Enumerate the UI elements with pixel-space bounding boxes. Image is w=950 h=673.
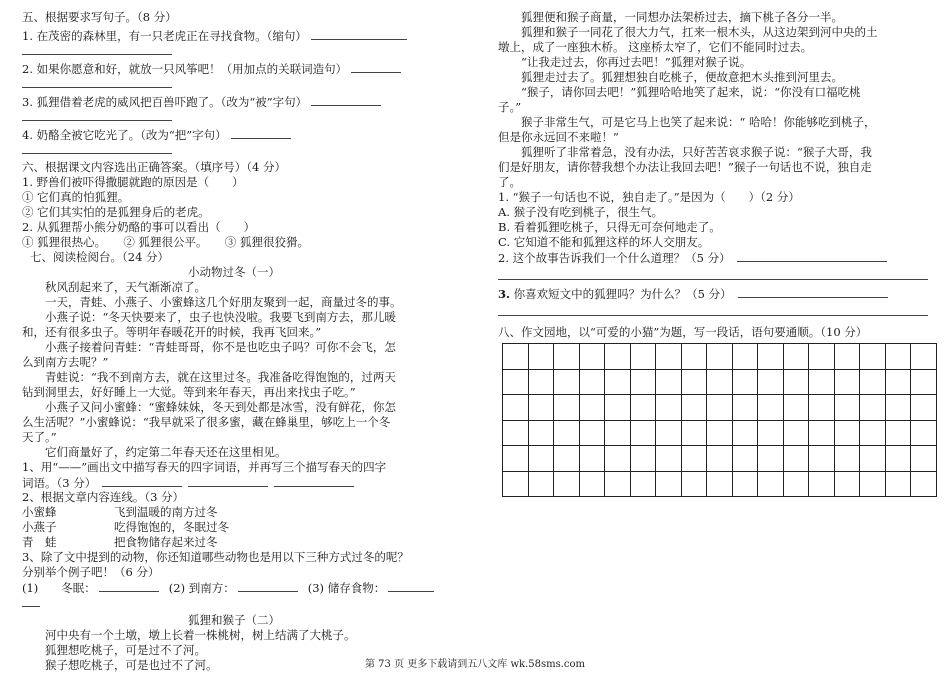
grid-cell[interactable] [783,369,809,395]
match-left[interactable]: 青 蛙 [22,535,57,549]
r-q1-option-a: A. 猴子没有吃到桃子，很生气。 [498,205,664,219]
grid-cell[interactable] [860,395,886,421]
r-q3-number: 3. [498,287,511,301]
grid-cell[interactable] [809,369,835,395]
grid-cell[interactable] [758,420,784,446]
grid-cell[interactable] [528,446,554,472]
grid-cell[interactable] [630,471,656,497]
grid-cell[interactable] [911,344,937,370]
story-2-para: 猴子非常生气，可是它马上也笑了起来说：“ 哈哈！你能够吃到桃子， [521,115,876,129]
composition-grid[interactable] [502,343,937,497]
grid-cell[interactable] [732,344,758,370]
story-2-para: 们是好朋友，请你替我想个办法让我回去吧！”猴子一句话也不说，独自走 [498,160,872,174]
grid-cell[interactable] [605,395,631,421]
s6-q1-option-1: ① 它们真的怕狐狸。 [22,190,130,204]
grid-cell[interactable] [605,471,631,497]
grid-cell[interactable] [579,446,605,472]
grid-cell[interactable] [656,471,682,497]
answer-line-row [22,109,446,124]
grid-cell[interactable] [758,471,784,497]
grid-cell[interactable] [528,395,554,421]
s7-question-3-cont: 分别举个例子吧！（6 分） [22,565,160,579]
s7-question-1: 1、用“——”画出文中描写春天的四字词语，并再写三个描写春天的四字 [22,460,387,474]
grid-cell[interactable] [911,471,937,497]
grid-cell[interactable] [834,471,860,497]
grid-cell[interactable] [911,446,937,472]
grid-cell[interactable] [783,344,809,370]
story-2-para: 猴子想吃桃子，可是也过不了河。 [45,658,218,672]
grid-cell[interactable] [809,420,835,446]
grid-cell[interactable] [885,344,911,370]
grid-cell[interactable] [783,446,809,472]
story-1-para: 天了。” [22,430,57,444]
grid-cell[interactable] [783,471,809,497]
answer-line[interactable] [311,28,407,40]
grid-cell[interactable] [554,446,580,472]
story-2-para: 但是你永远回不来啦！” [498,130,619,144]
grid-cell[interactable] [885,395,911,421]
grid-cell[interactable] [860,369,886,395]
r-q3-text: 你喜欢短文中的狐狸吗？为什么？（5 分） [510,287,732,301]
grid-cell[interactable] [681,446,707,472]
match-right[interactable]: 吃得饱饱的，冬眠过冬 [114,520,229,534]
grid-cell[interactable] [681,344,707,370]
grid-cell[interactable] [758,369,784,395]
page-footer: 第 73 页 更多下载请到五八文库 wk.58sms.com [365,659,585,670]
grid-cell[interactable] [630,395,656,421]
answer-line-row [22,76,446,91]
s7-question-1-cont [22,475,446,490]
grid-cell[interactable] [707,369,733,395]
story-1-title: 小动物过冬（一） [188,265,280,279]
grid-cell[interactable] [758,395,784,421]
story-2-para: “猴子，请你回去吧！”狐狸哈哈地笑了起来，说：“你没有口福吃桃 [521,85,861,99]
s6-q1-option-2: ② 它们其实怕的是狐狸身后的老虎。 [22,205,210,219]
story-1-para: 小燕子说：“冬天快要来了，虫子也快没啦。我要飞到南方去，那儿暖 [45,310,396,324]
grid-cell[interactable] [783,420,809,446]
match-right[interactable]: 飞到温暖的南方过冬 [114,505,218,519]
grid-row [503,446,937,472]
r-q1-option-c: C. 它知道不能和狐狸这样的坏人交朋友。 [498,235,710,249]
grid-cell[interactable] [579,420,605,446]
grid-cell[interactable] [605,369,631,395]
right-column [498,10,930,340]
grid-cell[interactable] [732,420,758,446]
answer-line[interactable] [737,250,887,262]
section-6-title: 六、根据课文内容选出正确答案。（填序号）（4 分） [22,160,286,174]
answer-line[interactable] [188,475,268,487]
s7-q1-text: 词语。（3 分） [22,476,97,490]
s7-q3-answers [22,580,446,595]
story-1-para: 它们商量好了，约定第二年春天还在这里相见。 [45,445,287,459]
match-left[interactable]: 小蜜蜂 [22,505,57,519]
grid-cell[interactable] [503,369,529,395]
answer-line-row [498,268,930,283]
story-2-para: 狐狸和猴子一同花了很大力气，扛来一根木头，从这边架到河中央的土 [521,25,878,39]
grid-cell[interactable] [554,420,580,446]
grid-cell[interactable] [528,420,554,446]
s6-question-2: 2. 从狐狸帮小熊分奶酪的事可以看出（ ） [22,220,256,234]
s7-question-2: 2、根据文章内容连线。（3 分） [22,490,185,504]
grid-cell[interactable] [732,369,758,395]
grid-cell[interactable] [630,446,656,472]
answer-line[interactable] [388,580,434,592]
grid-row [503,395,937,421]
answer-line[interactable] [498,268,928,280]
s5-question-2 [22,61,446,76]
r-question-1: 1. “猴子一句话也不说，独自走了。”是因为（ ）（2 分） [498,190,800,204]
grid-cell[interactable] [911,395,937,421]
grid-cell[interactable] [528,344,554,370]
answer-line[interactable] [102,475,182,487]
grid-cell[interactable] [885,446,911,472]
story-1-para: 和，还有很多虫子。等明年春暖花开的时候，我再飞回来。” [22,325,322,339]
match-row [22,520,446,535]
grid-cell[interactable] [528,471,554,497]
answer-line-row [22,142,446,157]
grid-cell[interactable] [809,446,835,472]
match-row [22,535,446,550]
r-q2-text: 2. 这个故事告诉我们一个什么道理？（5 分） [498,251,731,265]
grid-cell[interactable] [885,471,911,497]
grid-cell[interactable] [503,395,529,421]
grid-cell[interactable] [707,420,733,446]
answer-line-row [498,304,930,319]
grid-cell[interactable] [579,395,605,421]
grid-cell[interactable] [834,344,860,370]
grid-cell[interactable] [860,471,886,497]
grid-cell[interactable] [630,420,656,446]
answer-line[interactable] [231,127,291,139]
grid-cell[interactable] [630,369,656,395]
grid-cell[interactable] [681,369,707,395]
grid-cell[interactable] [834,369,860,395]
story-1-para: 小燕子又问小蜜蜂：“蜜蜂妹妹，冬天到处都是冰雪，没有鲜花，你怎 [45,400,396,414]
s5-q3-text: 3. 狐狸借着老虎的威风把百兽吓跑了。（改为“被”字句） [22,95,308,109]
grid-cell[interactable] [860,344,886,370]
answer-line[interactable] [22,43,172,55]
grid-cell[interactable] [681,420,707,446]
grid-cell[interactable] [503,420,529,446]
grid-cell[interactable] [885,420,911,446]
grid-cell[interactable] [503,344,529,370]
grid-cell[interactable] [707,344,733,370]
answer-line[interactable] [22,595,40,607]
answer-line[interactable] [738,286,888,298]
answer-line-row [22,595,446,610]
grid-cell[interactable] [681,471,707,497]
answer-line[interactable] [22,76,172,88]
grid-cell[interactable] [605,420,631,446]
grid-cell[interactable] [605,446,631,472]
story-2-para: “让我走过去，你再过去吧！”狐狸对猴子说。 [521,55,752,69]
answer-line-row [22,43,446,58]
grid-cell[interactable] [809,395,835,421]
answer-line[interactable] [238,580,298,592]
r-question-2 [498,250,930,265]
story-1-para: 小燕子接着问青蛙：“青蛙哥哥，你不是也吃虫子吗？可你不会飞，怎 [45,340,396,354]
story-1-para: 青蛙说：“我不到南方去，就在这里过冬。我准备吃得饱饱的，过两天 [45,370,396,384]
grid-cell[interactable] [503,471,529,497]
story-1-para: 秋风刮起来了，天气渐渐凉了。 [45,280,206,294]
grid-cell[interactable] [707,395,733,421]
story-1-para: 钻到洞里去，好好睡上一大觉。等到来年春天，再出来找虫子吃。” [22,385,356,399]
answer-line[interactable] [498,304,928,316]
grid-cell[interactable] [707,471,733,497]
s5-question-1 [22,28,446,43]
grid-cell[interactable] [656,369,682,395]
grid-cell[interactable] [732,446,758,472]
story-2-para: 狐狸便和猴子商量，一同想办法架桥过去，摘下桃子各分一半。 [521,10,843,24]
grid-row [503,471,937,497]
q3-hibernate-label: (1) 冬眠： [22,581,96,595]
grid-cell[interactable] [579,369,605,395]
grid-cell[interactable] [605,344,631,370]
s5-q4-text: 4. 奶酪全被它吃光了。（改为“把”字句） [22,128,227,142]
grid-cell[interactable] [579,471,605,497]
answer-line[interactable] [351,61,401,73]
grid-cell[interactable] [554,369,580,395]
s5-question-3 [22,94,446,109]
s6-question-1: 1. 野兽们被吓得撒腿就跑的原因是（ ） [22,175,244,189]
grid-cell[interactable] [707,446,733,472]
s5-q1-text: 1. 在茂密的森林里，有一只老虎正在寻找食物。（缩句） [22,29,307,43]
grid-cell[interactable] [732,395,758,421]
r-question-3 [498,286,930,301]
story-1-para: 么到南方去呢？” [22,355,109,369]
grid-cell[interactable] [554,395,580,421]
match-right[interactable]: 把食物储存起来过冬 [114,535,218,549]
grid-cell[interactable] [885,369,911,395]
grid-cell[interactable] [834,420,860,446]
grid-cell[interactable] [554,344,580,370]
grid-row [503,369,937,395]
story-2-para: 河中央有一个土墩，墩上长着一株桃树，树上结满了大桃子。 [45,628,356,642]
grid-cell[interactable] [809,344,835,370]
answer-line[interactable] [22,109,172,121]
grid-cell[interactable] [554,471,580,497]
story-2-title: 狐狸和猴子（二） [188,613,280,627]
grid-cell[interactable] [834,446,860,472]
grid-cell[interactable] [656,344,682,370]
grid-cell[interactable] [758,446,784,472]
grid-cell[interactable] [732,471,758,497]
grid-cell[interactable] [656,446,682,472]
grid-cell[interactable] [860,446,886,472]
grid-cell[interactable] [681,395,707,421]
story-1-para: 一天，青蛙、小燕子、小蜜蜂这几个好朋友聚到一起，商量过冬的事。 [45,295,402,309]
q3-store-label: (3) 储存食物： [307,581,386,595]
story-2-para: 子。” [498,100,522,114]
grid-row [503,420,937,446]
answer-line[interactable] [274,475,354,487]
grid-row [503,344,937,370]
q3-south-label: (2) 到南方： [168,581,235,595]
story-2-para: 狐狸想吃桃子，可是过不了河。 [45,643,206,657]
s5-question-4 [22,127,446,142]
grid-cell[interactable] [809,471,835,497]
left-column [22,10,446,673]
s6-q2-options: ① 狐狸很热心。 ② 狐狸很公平。 ③ 狐狸很狡猾。 [22,235,309,249]
story-1-para: 么生活呢？”小蜜蜂说：“我早就采了很多蜜，藏在蜂巢里，够吃上一个冬 [22,415,391,429]
s5-q2-text: 2. 如果你愿意和好，就放一只风筝吧！（用加点的关联词造句） [22,62,348,76]
story-2-para: 了。 [498,175,521,189]
grid-cell[interactable] [528,369,554,395]
answer-line[interactable] [99,580,159,592]
grid-cell[interactable] [579,344,605,370]
grid-cell[interactable] [911,420,937,446]
s7-question-3: 3、除了文中提到的动物，你还知道哪些动物也是用以下三种方式过冬的呢？ [22,550,409,564]
section-8-title: 八、作文园地，以“可爱的小猫”为题，写一段话，语句要通顺。（10 分） [498,325,868,339]
story-2-para: 狐狸听了非常着急，没有办法，只好苦苦哀求猴子说：“猴子大哥，我 [521,145,872,159]
section-7-title: 七、阅读检阅台。（24 分） [30,250,170,264]
grid-cell[interactable] [503,446,529,472]
grid-cell[interactable] [783,395,809,421]
story-2-para: 狐狸走过去了。狐狸想独自吃桃子，便故意把木头推到河里去。 [521,70,843,84]
story-2-para: 墩上，成了一座独木桥。 这座桥太窄了，它们不能同时过去。 [498,40,813,54]
grid-cell[interactable] [630,344,656,370]
grid-cell[interactable] [758,344,784,370]
grid-cell[interactable] [656,420,682,446]
section-5-title: 五、根据要求写句子。（8 分） [22,10,177,24]
match-left[interactable]: 小燕子 [22,520,57,534]
grid-cell[interactable] [656,395,682,421]
grid-cell[interactable] [911,369,937,395]
r-q1-option-b: B. 看着狐狸吃桃子，只得无可奈何地走了。 [498,220,721,234]
answer-line[interactable] [311,94,381,106]
grid-cell[interactable] [860,420,886,446]
grid-cell[interactable] [834,395,860,421]
match-row [22,505,446,520]
answer-line[interactable] [22,142,172,154]
